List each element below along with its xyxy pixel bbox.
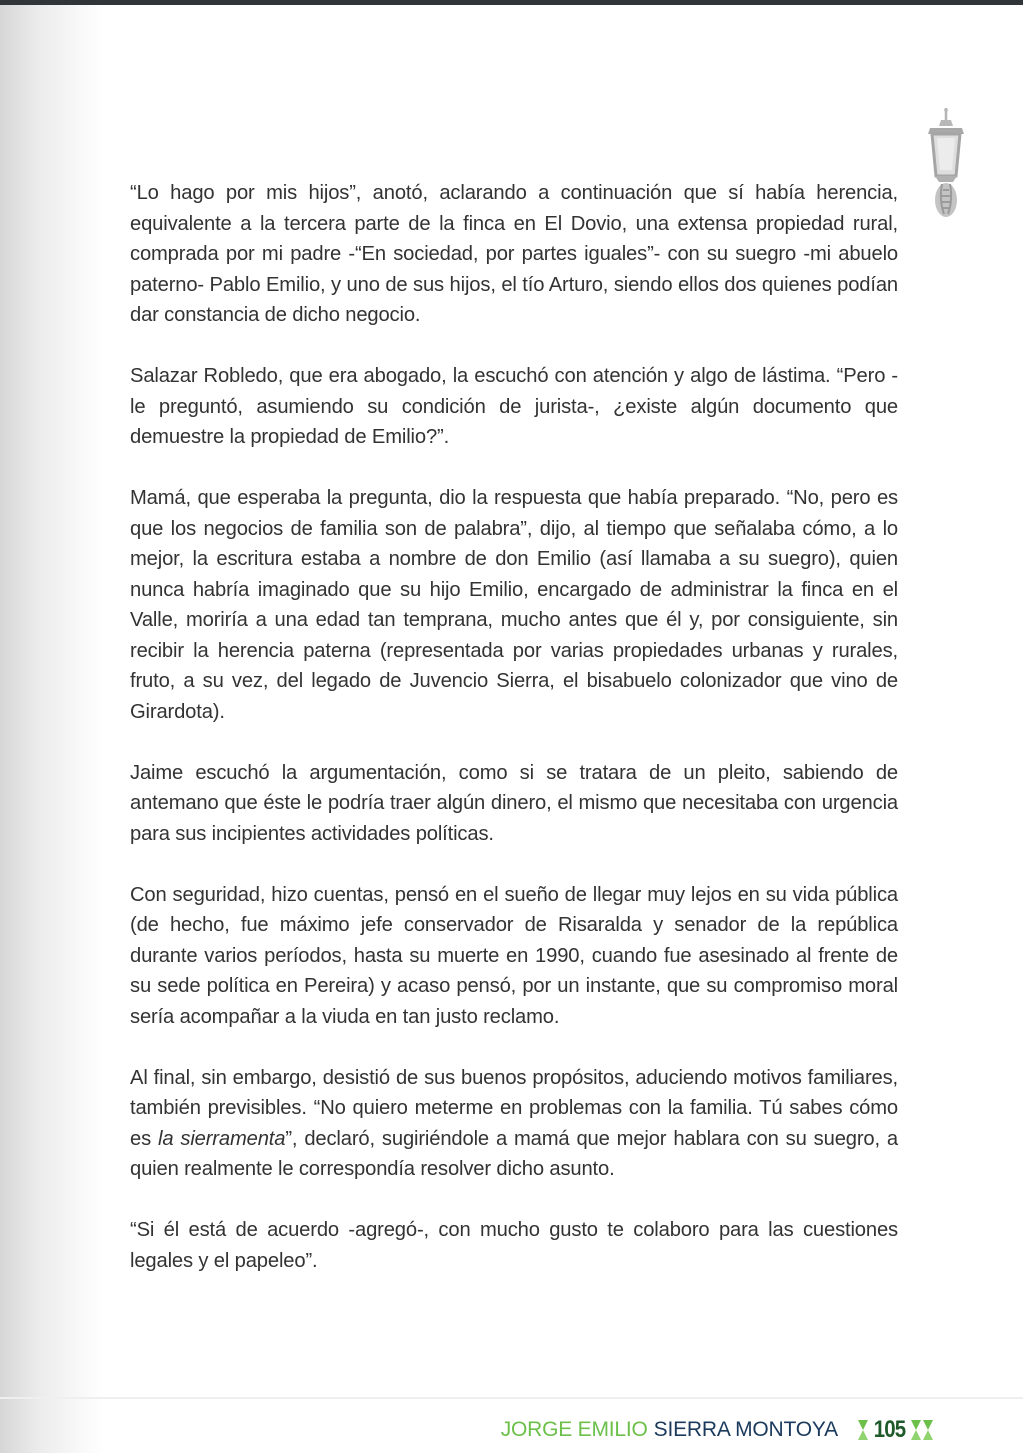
paragraph-text: Al final, sin embargo, desistió de sus buenos propósitos, aduciendo motivos familiares, también previsibles. “No quiero meterme en problemas con la familia. Tú sabes cómo es	[130, 1066, 898, 1150]
paragraph-text: ”, declaró, sugiriéndole a mamá que mejor hablara con su suegro, a quien realmente le correspondía resolver dicho asunto.	[130, 1127, 899, 1180]
hourglass-icon	[858, 1420, 868, 1440]
top-bar	[0, 0, 1023, 5]
italic-term: la sierramenta	[158, 1127, 286, 1150]
footer-divider	[0, 1397, 1023, 1399]
hourglass-icon	[923, 1420, 933, 1440]
street-lamp-icon	[920, 106, 972, 222]
paragraph: Con seguridad, hizo cuentas, pensó en el sueño de llegar muy lejos en su vida pública (de hecho, fue máximo jefe conservador de Risaralda y senador de la república durante varios períodos, hasta su muerte en 1990, cuando fue asesinado al frente de su sede política en Pereira) y acaso pensó, por un instante, que su compromiso moral sería acompañar a la viuda en tan justo reclamo.	[130, 883, 898, 1028]
page-footer	[501, 1414, 933, 1446]
paragraph	[130, 1063, 898, 1185]
paragraph: Salazar Robledo, que era abogado, la escuchó con atención y algo de lástima. “Pero -le preguntó, asumiendo su condición de jurista-, ¿existe algún documento que demuestre la propiedad de Emilio?”.	[130, 365, 898, 448]
hourglass-icon	[911, 1420, 921, 1440]
paragraph: Jaime escuchó la argumentación, como si se tratara de un pleito, sabiendo de antemano que éste le podría traer algún dinero, el mismo que necesitaba con urgencia para sus incipientes actividades políticas.	[130, 761, 898, 845]
paragraph: “Si él está de acuerdo -agregó-, con mucho gusto te colaboro para las cuestiones legales y el papeleo”.	[130, 1219, 898, 1272]
paragraph: Mamá, que esperaba la pregunta, dio la respuesta que había preparado. “No, pero es que los negocios de familia son de palabra”, dijo, al tiempo que señalaba cómo, a lo mejor, la escritura estaba a nombre de don Emilio (así llamaba a su suegro), quien nunca habría imaginado que su hijo Emilio, encargado de administrar la finca en el Valle, moriría a una edad tan temprana, mucho antes que él y, por consiguiente, sin recibir la herencia paterna (representada por varias propiedades urbanas y rurales, fruto, a su vez, del legado de Juvencio Sierra, el bisabuelo colonizador que vino de Girardota).	[130, 487, 898, 723]
paragraph: “Lo hago por mis hijos”, anotó, aclarando a continuación que sí había herencia, equivalente a la tercera parte de la finca en El Dovio, una extensa propiedad rural, comprada por mi padre -“En sociedad, por partes iguales”- con su suegro -mi abuelo paterno- Pablo Emilio, y uno de sus hijos, el tío Arturo, siendo ellos dos quienes podían dar constancia de dicho negocio.	[130, 182, 898, 326]
body-text	[130, 178, 898, 1307]
author-first-name: JORGE EMILIO	[500, 1418, 648, 1441]
page-gutter-shadow	[0, 5, 105, 1453]
author-last-name: SIERRA MONTOYA	[653, 1418, 838, 1441]
page-number-block	[858, 1416, 933, 1444]
page-number: 105	[873, 1416, 906, 1443]
